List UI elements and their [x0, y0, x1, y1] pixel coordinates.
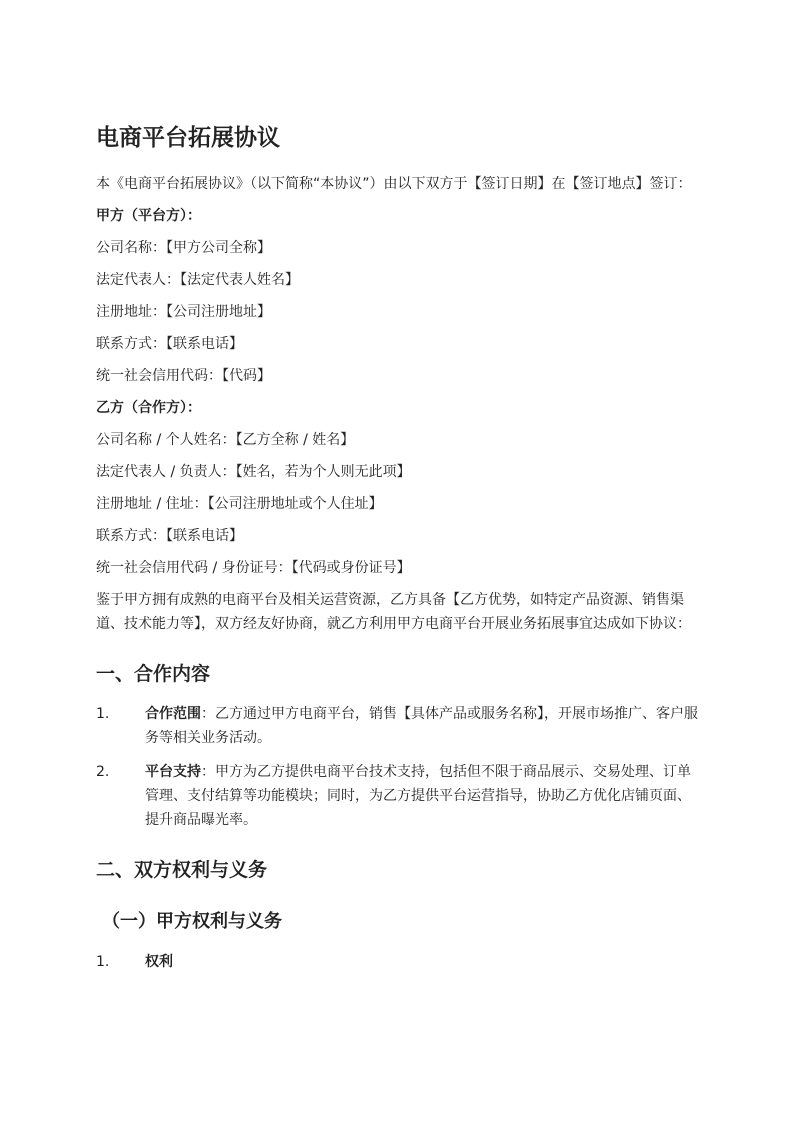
list-item-label: 平台支持: [145, 764, 201, 780]
party-a-heading: 甲方（平台方）：: [96, 208, 201, 224]
party-b-representative: 法定代表人 / 负责人：【姓名，若为个人则无此项】: [96, 464, 411, 480]
document-body: [96, 118, 702, 984]
list-item-body: [145, 760, 702, 832]
document-title: 电商平台拓展协议: [96, 125, 280, 151]
party-a-address: 注册地址：【公司注册地址】: [96, 304, 271, 320]
section-2-subheading: （一）甲方权利与义务: [102, 911, 282, 932]
list-number: 1.: [96, 954, 110, 970]
intro-paragraph: 本《电商平台拓展协议》（以下简称“本协议”）由以下双方于【签订日期】在【签订地点】签订：: [96, 176, 692, 192]
list-item-label: 合作范围: [145, 706, 201, 722]
party-b-id-code: 统一社会信用代码 / 身份证号：【代码或身份证号】: [96, 560, 411, 576]
party-b-name: 公司名称 / 个人姓名：【乙方全称 / 姓名】: [96, 432, 355, 448]
party-b-address: 注册地址 / 住址：【公司注册地址或个人住址】: [96, 496, 383, 512]
list-item: [96, 702, 702, 750]
list-item: [96, 760, 702, 832]
party-b-contact: 联系方式：【联系电话】: [96, 528, 243, 544]
section-2-heading: 二、双方权利与义务: [96, 859, 268, 881]
list-number: 2.: [96, 764, 110, 780]
party-a-credit-code: 统一社会信用代码：【代码】: [96, 368, 271, 384]
party-a-representative: 法定代表人：【法定代表人姓名】: [96, 272, 299, 288]
list-item-body: [145, 702, 702, 750]
preamble-paragraph: 鉴于甲方拥有成熟的电商平台及相关运营资源，乙方具备【乙方优势，如特定产品资源、销售渠道、技术能力等】，双方经友好协商，就乙方利用甲方电商平台开展业务拓展事宜达成如下协议：: [96, 592, 691, 632]
section-1-heading: 一、合作内容: [96, 663, 211, 685]
party-a-company: 公司名称：【甲方公司全称】: [96, 240, 271, 256]
list-item: [96, 950, 702, 974]
list-number: 1.: [96, 706, 110, 722]
list-item-text: ：乙方通过甲方电商平台，销售【具体产品或服务名称】，开展市场推广、客户服务等相关业务活动。: [145, 706, 698, 746]
party-a-contact: 联系方式：【联系电话】: [96, 336, 243, 352]
list-item-label: 权利: [145, 954, 173, 970]
party-b-heading: 乙方（合作方）：: [96, 400, 201, 416]
list-item-text: ：甲方为乙方提供电商平台技术支持，包括但不限于商品展示、交易处理、订单管理、支付结算等功能模块；同时，为乙方提供平台运营指导，协助乙方优化店铺页面、提升商品曝光率。: [145, 764, 691, 828]
